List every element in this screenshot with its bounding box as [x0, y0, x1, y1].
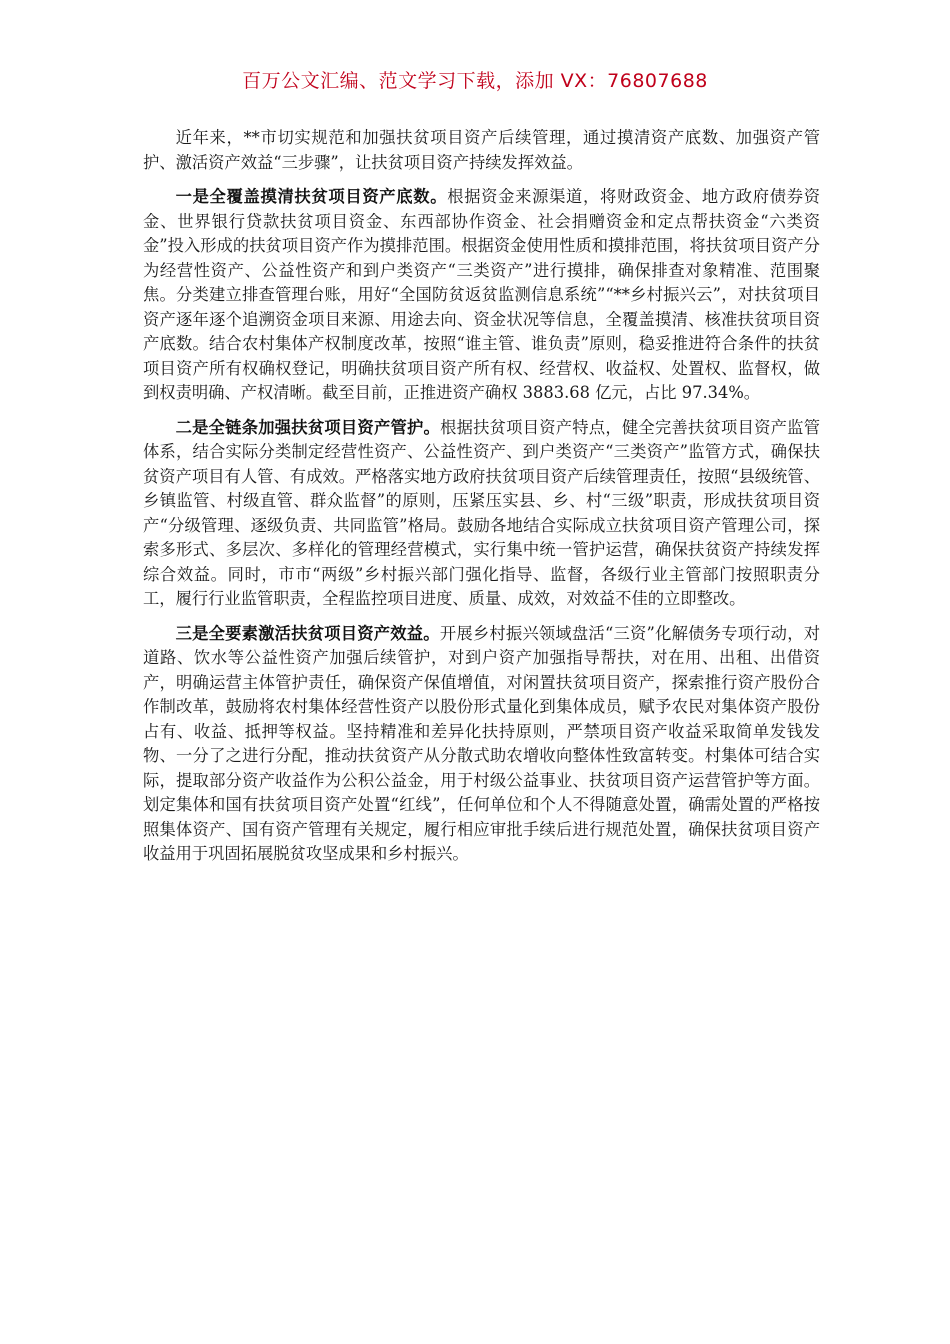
section-body-2: 根据扶贫项目资产特点，健全完善扶贫项目资产监管体系，结合实际分类制定经营性资产、公益性资产、到户类资产“三类资产”监管方式，确保扶贫资产项目有人管、有成效。严格落实地方政府扶贫项目资产后续管理责任，按照“县级统管、乡镇监管、村级直管、群众监督”的原则，压紧压实县、乡、村“三级”职责，形成扶贫项目资产“分级管理、逐级负责、共同监管”格局。鼓励各地结合实际成立扶贫项目资产管理公司，探索多形式、多层次、多样化的管理经营模式，实行集中统一管护运营，确保扶贫资产持续发挥综合效益。同时，市市“两级”乡村振兴部门强化指导、监督，各级行业主管部门按照职责分工，履行行业监管职责，全程监控项目进度、质量、成效，对效益不佳的立即整改。 [143, 417, 820, 608]
section-lead-3: 三是全要素激活扶贫项目资产效益。 [175, 623, 440, 643]
section-paragraph-2 [143, 416, 820, 612]
section-lead-2: 二是全链条加强扶贫项目资产管护。 [175, 417, 441, 437]
section-lead-1: 一是全覆盖摸清扶贫项目资产底数。 [175, 187, 448, 206]
intro-text: 近年来，**市切实规范和加强扶贫项目资产后续管理，通过摸清资产底数、加强资产管护、激活资产效益“三步骤”，让扶贫项目资产持续发挥效益。 [143, 128, 820, 172]
document-body [143, 126, 820, 877]
intro-paragraph [143, 126, 820, 175]
page-header-watermark: 百万公文汇编、范文学习下载，添加 VX：76807688 [242, 70, 708, 92]
section-body-3: 开展乡村振兴领域盘活“三资”化解债务专项行动，对道路、饮水等公益性资产加强后续管护，对到户资产加强指导帮扶，对在用、出租、出借资产，明确运营主体管护责任，确保资产保值增值，对闲置扶贫项目资产，探索推行资产股份合作制改革，鼓励将农村集体经营性资产以股份形式量化到集体成员，赋予农民对集体资产股份占有、收益、抵押等权益。坚持精准和差异化扶持原则，严禁项目资产收益采取简单发钱发物、一分了之进行分配，推动扶贫资产从分散式助农增收向整体性致富转变。村集体可结合实际，提取部分资产收益作为公积公益金，用于村级公益事业、扶贫项目资产运营管护等方面。划定集体和国有扶贫项目资产处置“红线”，任何单位和个人不得随意处置，确需处置的严格按照集体资产、国有资产管理有关规定，履行相应审批手续后进行规范处置，确保扶贫项目资产收益用于巩固拓展脱贫攻坚成果和乡村振兴。 [143, 623, 820, 863]
section-body-1: 根据资金来源渠道，将财政资金、地方政府债券资金、世界银行贷款扶贫项目资金、东西部协作资金、社会捐赠资金和定点帮扶资金“六类资金”投入形成的扶贫项目资产作为摸排范围。根据资金使用性质和摸排范围，将扶贫项目资产分为经营性资产、公益性资产和到户类资产“三类资产”进行摸排，确保排查对象精准、范围聚焦。分类建立排查管理台账，用好“全国防贫返贫监测信息系统”“**乡村振兴云”，对扶贫项目资产逐年逐个追溯资金项目来源、用途去向、资金状况等信息，全覆盖摸清、核准扶贫项目资产底数。结合农村集体产权制度改革，按照“谁主管、谁负责”原则，稳妥推进符合条件的扶贫项目资产所有权确权登记，明确扶贫项目资产所有权、经营权、收益权、处置权、监督权，做到权责明确、产权清晰。截至目前，正推进资产确权 3883.68 亿元，占比 97.34%。 [143, 187, 820, 402]
section-paragraph-1 [143, 185, 820, 406]
section-paragraph-3 [143, 622, 820, 867]
